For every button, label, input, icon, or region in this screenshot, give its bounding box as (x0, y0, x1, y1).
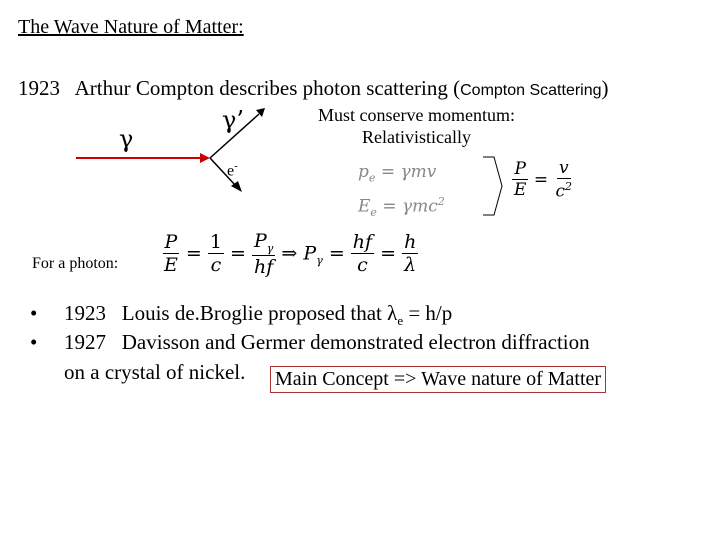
equation-bracket (483, 157, 502, 215)
bullet-item-2 (30, 330, 590, 355)
compton-close: ) (601, 76, 609, 100)
eq-ratio-frac1 (512, 161, 528, 199)
eq-ee (358, 195, 445, 219)
eq-pe-lhs: p (358, 162, 369, 182)
gamma-in-label: γ (119, 125, 134, 153)
continuation-text: on a crystal of nickel. (64, 360, 246, 384)
lambda-symbol: λ (387, 301, 398, 325)
eq-photon-f4-num: hf (352, 231, 373, 254)
eq-photon-f2-num: 1 (209, 231, 222, 254)
compton-paren: Compton Scattering (460, 82, 602, 99)
bullet-dot: • (30, 301, 38, 325)
eq-photon-f3-sub: γ (266, 241, 274, 255)
eq-ratio-equals: = (533, 169, 549, 190)
page-title: The Wave Nature of Matter: (18, 16, 244, 38)
eq-photon-f5-den: λ (404, 254, 417, 277)
eq-photon-eq2: = (230, 242, 246, 265)
eq-photon-f3-P: P (254, 230, 267, 252)
eq-photon-f3-den: hf (254, 255, 274, 278)
eq-photon-eq4: = (380, 242, 397, 265)
eq-pe-rhs: = γmv (380, 162, 437, 182)
eq-photon-frac1 (162, 233, 180, 275)
gamma-out-label: γ’ (222, 106, 244, 134)
bullet-year: 1923 (64, 301, 106, 325)
eq-photon-f4-den: c (357, 254, 368, 277)
bullet-rest: = h/p (403, 301, 453, 325)
eq-photon-f2-den: c (210, 254, 222, 277)
electron-letter: e (227, 162, 235, 180)
photon-label: For a photon: (32, 255, 119, 272)
eq-ratio-c2 (553, 179, 574, 201)
bullet-text: Louis de.Broglie proposed that (121, 301, 388, 325)
compton-text: Arthur Compton describes photon scattering ( (74, 76, 461, 100)
momentum-note-line2: Relativistically (362, 127, 471, 147)
compton-year: 1923 (18, 76, 60, 100)
eq-photon-f5-num: h (404, 231, 417, 254)
eq-ratio-c: c (555, 181, 566, 202)
eq-photon-frac5 (402, 233, 418, 275)
main-concept-box: Main Concept => Wave nature of Matter (270, 366, 606, 393)
eq-pe-sub: e (368, 171, 376, 185)
eq-ratio (512, 160, 574, 201)
eq-ee-lhs: E (358, 196, 371, 217)
incoming-arrowhead (200, 153, 210, 163)
eq-photon-pg-sub: γ (316, 254, 323, 268)
eq-pe (358, 162, 436, 184)
eq-photon-f3-num (252, 232, 275, 256)
eq-photon-f1-den: E (164, 254, 178, 277)
eq-ratio-sup: 2 (565, 180, 573, 193)
bullet-dot: • (30, 330, 38, 354)
lambda-sub: e (397, 313, 404, 329)
eq-photon-frac4 (351, 233, 374, 275)
momentum-note-line1: Must conserve momentum: (318, 105, 515, 125)
eq-ratio-P: P (514, 159, 526, 180)
eq-ratio-v: v (558, 158, 569, 178)
bullet-year: 1927 (64, 330, 106, 354)
bullet-item-1 (30, 301, 452, 329)
eq-ee-rhs: = γmc (382, 196, 438, 217)
eq-photon-eq3: = (328, 242, 345, 265)
momentum-note (318, 104, 515, 148)
eq-photon-f1-num: P (164, 231, 178, 254)
eq-ratio-E: E (514, 180, 527, 201)
eq-ee-sub: e (370, 206, 377, 220)
eq-photon-pg: P (303, 242, 317, 265)
electron-sup: - (234, 160, 238, 172)
eq-photon-eq1: = (185, 242, 202, 265)
bullet-text: Davisson and Germer demonstrated electron diffraction (121, 330, 590, 354)
eq-ee-sup: 2 (437, 195, 445, 208)
eq-ratio-frac2 (553, 160, 574, 201)
electron-label (227, 160, 238, 180)
implies-arrow: ⇒ (281, 242, 298, 265)
eq-photon (162, 232, 418, 277)
eq-photon-frac2 (208, 233, 224, 275)
eq-photon-frac3 (252, 232, 275, 277)
